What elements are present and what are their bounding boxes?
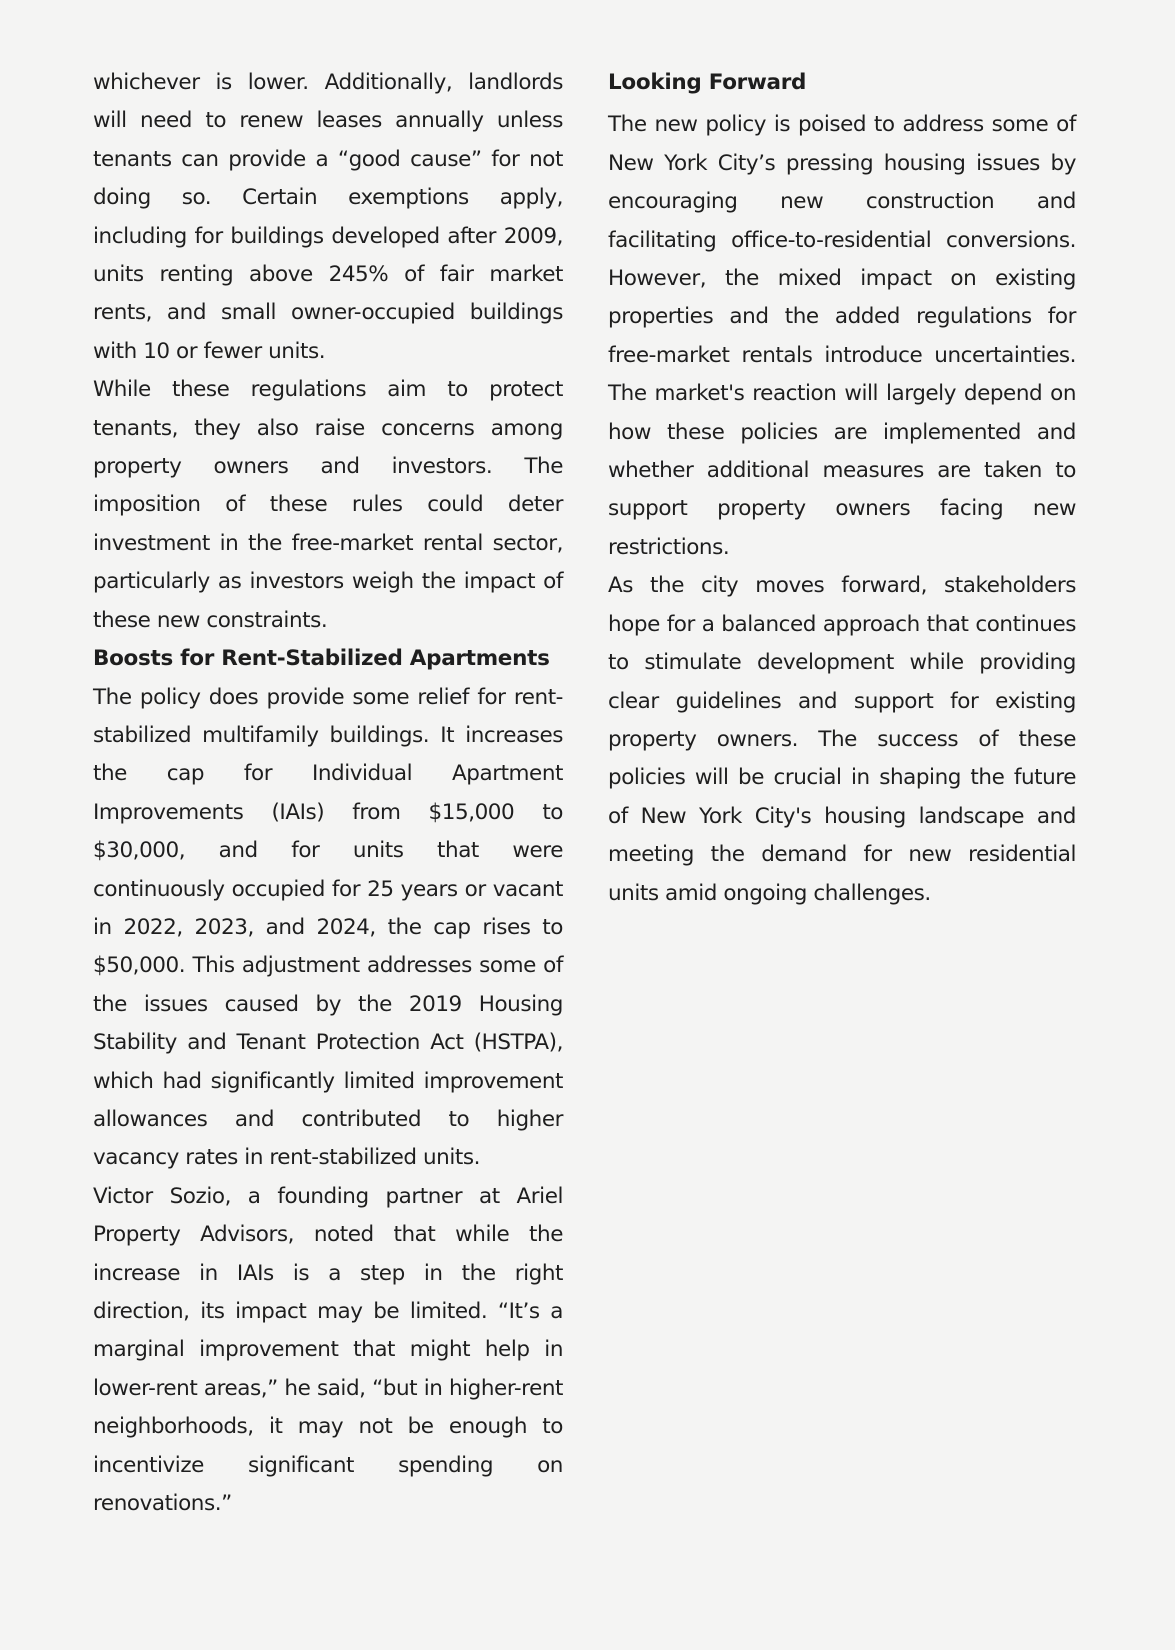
section-heading: Boosts for Rent-Stabilized Apartments <box>93 646 550 672</box>
body-paragraph: While these regulations aim to protect tenants, they also raise concerns among property owners and investors. The imposition of these rules could deter investment in the free-market rental sector, particularly as investors weigh the impact of these new constraints. <box>93 377 563 633</box>
body-paragraph: The new policy is poised to address some of New York City’s pressing housing issues by encouraging new construction and facilitating office-to-residential conversions. However, the mixed impact on existing properties and the added regulations for free-market rentals introduce uncertainties. The market's reaction will largely depend on how these policies are implemented and whether additional measures are taken to support property owners facing new restrictions. <box>608 112 1076 560</box>
right-column <box>608 64 1076 913</box>
body-paragraph: whichever is lower. Additionally, landlords will need to renew leases annually unless tenants can provide a “good cause” for not doing so. Certain exemptions apply, including for buildings developed after 2009, units renting above 245% of fair market rents, and small owner-occupied buildings with 10 or fewer units. <box>93 70 563 364</box>
left-column <box>93 64 563 1523</box>
body-paragraph: As the city moves forward, stakeholders hope for a balanced approach that continues to stimulate development while providing clear guidelines and support for existing property owners. The success of these policies will be crucial in shaping the future of New York City's housing landscape and meeting the demand for new residential units amid ongoing challenges. <box>608 573 1076 906</box>
body-paragraph: The policy does provide some relief for rent-stabilized multifamily buildings. It increases the cap for Individual Apartment Improvements (IAIs) from $15,000 to $30,000, and for units that were continuously occupied for 25 years or vacant in 2022, 2023, and 2024, the cap rises to $50,000. This adjustment addresses some of the issues caused by the 2019 Housing Stability and Tenant Protection Act (HSTPA), which had significantly limited improvement allowances and contributed to higher vacancy rates in rent-stabilized units. <box>93 684 563 1171</box>
body-paragraph: Victor Sozio, a founding partner at Ariel Property Advisors, noted that while the increase in IAIs is a step in the right direction, its impact may be limited. “It’s a marginal improvement that might help in lower-rent areas,” he said, “but in higher-rent neighborhoods, it may not be enough to incentivize significant spending on renovations.” <box>93 1183 563 1517</box>
section-heading: Looking Forward <box>608 70 807 95</box>
